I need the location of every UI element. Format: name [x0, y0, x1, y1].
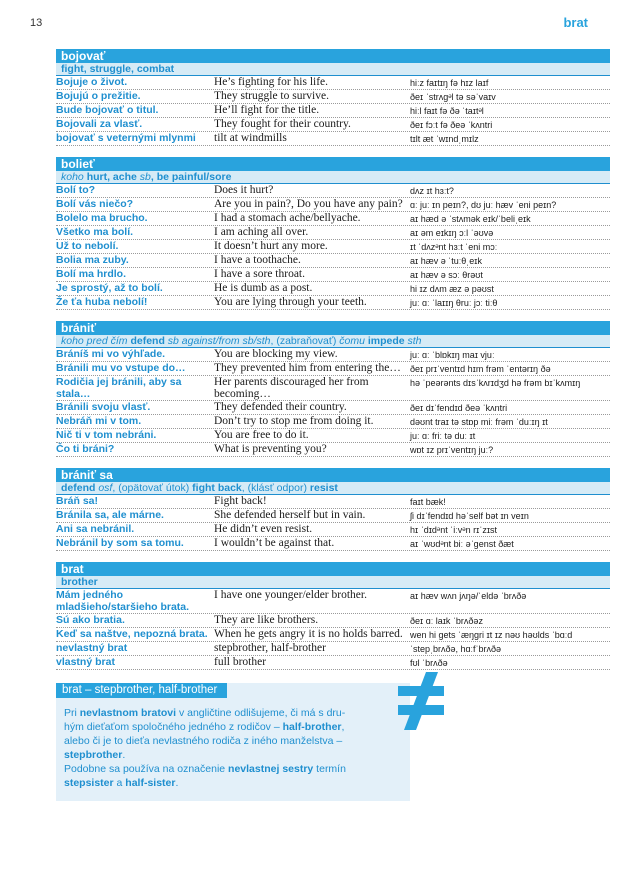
pronunciation: aɪ əm eɪkɪŋ ɔːl ˈəʊvə: [410, 228, 494, 238]
pronunciation: aɪ hæv ə sɔː θrəʊt: [410, 270, 483, 280]
english-translation: You are blocking my view.: [214, 348, 338, 360]
example-row: [56, 495, 610, 509]
note-text: .: [122, 749, 126, 761]
english-translation: He’ll fight for the title.: [214, 104, 320, 116]
pronunciation: dʌz ɪt hɜːt?: [410, 186, 454, 196]
sense-label-part: koho pred čím: [61, 335, 131, 347]
sense-label-part: sb: [139, 171, 151, 183]
pronunciation: aɪ hæv ə ˈtuːθˌeɪk: [410, 256, 482, 266]
example-row: [56, 376, 610, 401]
english-translation: What is preventing you?: [214, 443, 327, 455]
slovak-phrase: Je sprostý, až to bolí.: [56, 282, 163, 294]
slovak-phrase: Bolí ma hrdlo.: [56, 268, 127, 280]
english-translation: Fight back!: [214, 495, 267, 507]
english-translation: I have a sore throat.: [214, 268, 306, 280]
note-text: Pri: [64, 707, 80, 719]
slovak-phrase: Sú ako bratia.: [56, 614, 125, 626]
entry-headword: bojovať: [56, 49, 610, 63]
sense-label-part: fight, struggle, combat: [61, 63, 175, 75]
example-row: [56, 198, 610, 212]
english-translation: Don’t try to stop me from doing it.: [214, 415, 374, 427]
slovak-phrase: vlastný brat: [56, 656, 115, 668]
slovak-phrase: Bude bojovať o titul.: [56, 104, 159, 116]
note-text: nevlastnom bratovi: [79, 707, 177, 719]
note-text: half-sister: [125, 777, 176, 789]
pronunciation: ðeɪ ˈstrʌɡᵊl tə səˈvaɪv: [410, 92, 496, 102]
example-row: [56, 226, 610, 240]
dictionary-entry: [56, 321, 610, 457]
example-row: [56, 628, 610, 642]
example-row: [56, 537, 610, 551]
pronunciation: ɑː juː ɪn peɪn?, dʊ juː hæv ˈeni peɪn?: [410, 200, 557, 210]
slovak-phrase: Bolí to?: [56, 184, 96, 196]
english-translation: When he gets angry it is no holds barred.: [214, 628, 403, 640]
example-row: [56, 132, 610, 146]
pronunciation: wen hi gets ˈæŋgri ɪt ɪz nəʊ həʊlds ˈbɑːd: [410, 630, 573, 640]
english-translation: Her parents discouraged her from becoming…: [214, 376, 369, 400]
pronunciation: ɪt ˈdʌzᵊnt hɜːt ˈeni mɔː: [410, 242, 498, 252]
pronunciation: juː ɑː ˈblɒkɪŋ maɪ vjuː: [410, 350, 495, 360]
english-translation: They prevented him from entering the…: [214, 362, 401, 374]
english-translation: Does it hurt?: [214, 184, 274, 196]
slovak-phrase: Nebráň mi v tom.: [56, 415, 142, 427]
sense-label-part: brother: [61, 576, 98, 588]
english-translation: stepbrother, half-brother: [214, 642, 326, 654]
pronunciation: juː ɑː friː tə duː ɪt: [410, 431, 476, 441]
slovak-phrase: Bráň sa!: [56, 495, 99, 507]
english-translation: I had a stomach ache/bellyache.: [214, 212, 361, 224]
example-row: [56, 104, 610, 118]
example-row: [56, 76, 610, 90]
usage-note: [56, 683, 410, 801]
pronunciation: dəʊnt traɪ tə stɒp miː frəm ˈduːɪŋ ɪt: [410, 417, 548, 427]
page-number: 13: [30, 17, 43, 29]
note-text: ,: [341, 721, 345, 733]
slovak-phrase: bojovať s veternými mlynmi: [56, 132, 196, 144]
note-body: [56, 698, 410, 790]
english-translation: You are lying through your teeth.: [214, 296, 367, 308]
english-translation: They defended their country.: [214, 401, 347, 413]
dictionary-entry: [56, 49, 610, 146]
dictionary-entry: [56, 468, 610, 551]
slovak-phrase: Rodičia jej bránili, aby sa stala…: [56, 376, 182, 400]
example-row: [56, 401, 610, 415]
pronunciation: aɪ ˈwʊdᵊnt biː əˈgenst ðæt: [410, 539, 514, 549]
sense-label-part: osf: [98, 482, 113, 494]
sense-label: [56, 171, 610, 184]
example-row: [56, 415, 610, 429]
slovak-phrase: Bolelo ma brucho.: [56, 212, 148, 224]
sense-label-part: defend: [61, 482, 99, 494]
slovak-phrase: Všetko ma bolí.: [56, 226, 134, 238]
sense-label: [56, 335, 610, 348]
pronunciation: hi ɪz dʌm æz ə pəʊst: [410, 284, 494, 294]
english-translation: I am aching all over.: [214, 226, 309, 238]
example-row: [56, 443, 610, 457]
sense-label: [56, 482, 610, 495]
english-translation: full brother: [214, 656, 267, 668]
example-row: [56, 348, 610, 362]
english-translation: Are you in pain?, Do you have any pain?: [214, 198, 403, 210]
example-row: [56, 614, 610, 628]
note-title: brat – stepbrother, half-brother: [56, 683, 227, 698]
pronunciation: ˈstepˌbrʌðə, hɑːfˈbrʌðə: [410, 644, 502, 654]
pronunciation: faɪt bæk!: [410, 497, 446, 507]
dictionary-entry: [56, 157, 610, 310]
sense-label-part: hurt, ache: [86, 171, 140, 183]
example-row: [56, 642, 610, 656]
slovak-phrase: Bojuje o život.: [56, 76, 128, 88]
sense-label-part: fight back: [192, 482, 242, 494]
running-head: brat: [563, 15, 588, 30]
slovak-phrase: Bojovali za vlasť.: [56, 118, 143, 130]
slovak-phrase: Mám jedného mladšieho/staršieho brata.: [56, 589, 190, 613]
pronunciation: juː ɑː ˈlaɪɪŋ θruː jɔː tiːθ: [410, 298, 498, 308]
example-row: [56, 268, 610, 282]
slovak-phrase: Bolí vás niečo?: [56, 198, 134, 210]
sense-label-part: impede: [367, 335, 408, 347]
example-row: [56, 589, 610, 614]
slovak-phrase: nevlastný brat: [56, 642, 128, 654]
note-text: stepbrother: [64, 749, 123, 761]
note-text: v angličtine odlišujeme, či má s dru-: [176, 707, 346, 719]
entry-headword: brat: [56, 562, 610, 576]
slovak-phrase: Už to nebolí.: [56, 240, 119, 252]
slovak-phrase: Ani sa nebránil.: [56, 523, 135, 535]
example-row: [56, 523, 610, 537]
pronunciation: aɪ hæv wʌn jʌŋə/ˈeldə ˈbrʌðə: [410, 591, 527, 601]
pronunciation: wɒt ɪz prɪˈventɪŋ juː?: [410, 445, 494, 455]
pronunciation: ðeɪ fɔːt fə ðeə ˈkʌntri: [410, 120, 493, 130]
note-line: [64, 720, 402, 734]
sense-label: [56, 576, 610, 589]
example-row: [56, 509, 610, 523]
pronunciation: tɪlt æt ˈwɪndˌmɪlz: [410, 134, 479, 144]
pronunciation: aɪ hæd ə ˈstʌmək eɪk/ˈbeliˌeɪk: [410, 214, 531, 224]
example-row: [56, 429, 610, 443]
example-row: [56, 212, 610, 226]
dictionary-entry: [56, 562, 610, 670]
note-text: hým dieťaťom spoločného jedného z rodičov –: [64, 721, 283, 733]
slovak-phrase: Bránili mu vo vstupe do…: [56, 362, 186, 374]
note-line: [64, 776, 402, 790]
pronunciation: hiːz faɪtɪŋ fə hɪz laɪf: [410, 78, 489, 88]
note-text: alebo či je to dieťa nevlastného rodiča z iného manželstva –: [64, 735, 343, 747]
sense-label-part: sb against/from sb/sth: [167, 335, 271, 347]
note-text: nevlastnej sestry: [228, 763, 314, 775]
english-translation: I have a toothache.: [214, 254, 301, 266]
english-translation: It doesn’t hurt any more.: [214, 240, 328, 252]
english-translation: She defended herself but in vain.: [214, 509, 366, 521]
example-row: [56, 282, 610, 296]
entry-headword: brániť sa: [56, 468, 610, 482]
entry-headword: brániť: [56, 321, 610, 335]
note-text: .: [175, 777, 179, 789]
dictionary-entries: [56, 49, 610, 681]
slovak-phrase: Nič ti v tom nebráni.: [56, 429, 157, 441]
english-translation: I have one younger/elder brother.: [214, 589, 367, 601]
slovak-phrase: Že ťa huba nebolí!: [56, 296, 148, 308]
example-row: [56, 296, 610, 310]
english-translation: You are free to do it.: [214, 429, 309, 441]
pronunciation: ðeɪ dɪˈfendɪd ðeə ˈkʌntri: [410, 403, 508, 413]
slovak-phrase: Bolia ma zuby.: [56, 254, 129, 266]
example-row: [56, 362, 610, 376]
pronunciation: ʃi dɪˈfendɪd həˈself bət ɪn veɪn: [410, 511, 529, 521]
example-row: [56, 656, 610, 670]
note-text: stepsister: [64, 777, 114, 789]
sense-label-part: čomu: [339, 335, 368, 347]
sense-label-part: defend: [130, 335, 168, 347]
entry-headword: bolieť: [56, 157, 610, 171]
slovak-phrase: Nebránil by som sa tomu.: [56, 537, 184, 549]
note-line: [64, 706, 402, 720]
pronunciation: ðeɪ ɑː laɪk ˈbrʌðəz: [410, 616, 483, 626]
note-line: [64, 734, 402, 748]
sense-label-part: , (klásť odpor): [241, 482, 310, 494]
sense-label-part: sth: [407, 335, 422, 347]
english-translation: He didn’t even resist.: [214, 523, 313, 535]
note-text: half-brother: [282, 721, 342, 733]
pronunciation: hə ˈpeərənts dɪsˈkʌrɪdʒd hə frəm bɪˈkʌmɪŋ: [410, 378, 581, 388]
slovak-phrase: Čo ti bráni?: [56, 443, 115, 455]
example-row: [56, 184, 610, 198]
sense-label-part: koho: [61, 171, 87, 183]
sense-label-part: resist: [309, 482, 338, 494]
example-row: [56, 90, 610, 104]
sense-label-part: , (zabraňovať): [270, 335, 340, 347]
english-translation: They struggle to survive.: [214, 90, 329, 102]
slovak-phrase: Keď sa naštve, nepozná brata.: [56, 628, 208, 640]
english-translation: He’s fighting for his life.: [214, 76, 329, 88]
slovak-phrase: Bráníš mi vo výhľade.: [56, 348, 166, 360]
example-row: [56, 118, 610, 132]
pronunciation: fʊl ˈbrʌðə: [410, 658, 448, 668]
english-translation: They fought for their country.: [214, 118, 351, 130]
note-line: [64, 748, 402, 762]
example-row: [56, 240, 610, 254]
english-translation: I wouldn’t be against that.: [214, 537, 335, 549]
english-translation: tilt at windmills: [214, 132, 287, 144]
note-line: [64, 762, 402, 776]
sense-label-part: , (opätovať útok): [112, 482, 193, 494]
english-translation: They are like brothers.: [214, 614, 319, 626]
note-text: termín: [313, 763, 346, 775]
sense-label: [56, 63, 610, 76]
example-row: [56, 254, 610, 268]
pronunciation: hiːl faɪt fə ðə ˈtaɪtᵊl: [410, 106, 484, 116]
sense-label-part: , be painful/sore: [150, 171, 232, 183]
slovak-phrase: Bránili svoju vlasť.: [56, 401, 151, 413]
pronunciation: hɪ ˈdɪdᵊnt ˈiːvᵊn rɪˈzɪst: [410, 525, 498, 535]
not-equal-icon: [398, 672, 444, 730]
slovak-phrase: Bojujú o prežitie.: [56, 90, 141, 102]
note-text: a: [113, 777, 126, 789]
note-text: Podobne sa používa na označenie: [64, 763, 229, 775]
slovak-phrase: Bránila sa, ale márne.: [56, 509, 164, 521]
english-translation: He is dumb as a post.: [214, 282, 313, 294]
pronunciation: ðeɪ prɪˈventɪd hɪm frəm ˈentərɪŋ ðə: [410, 364, 551, 374]
